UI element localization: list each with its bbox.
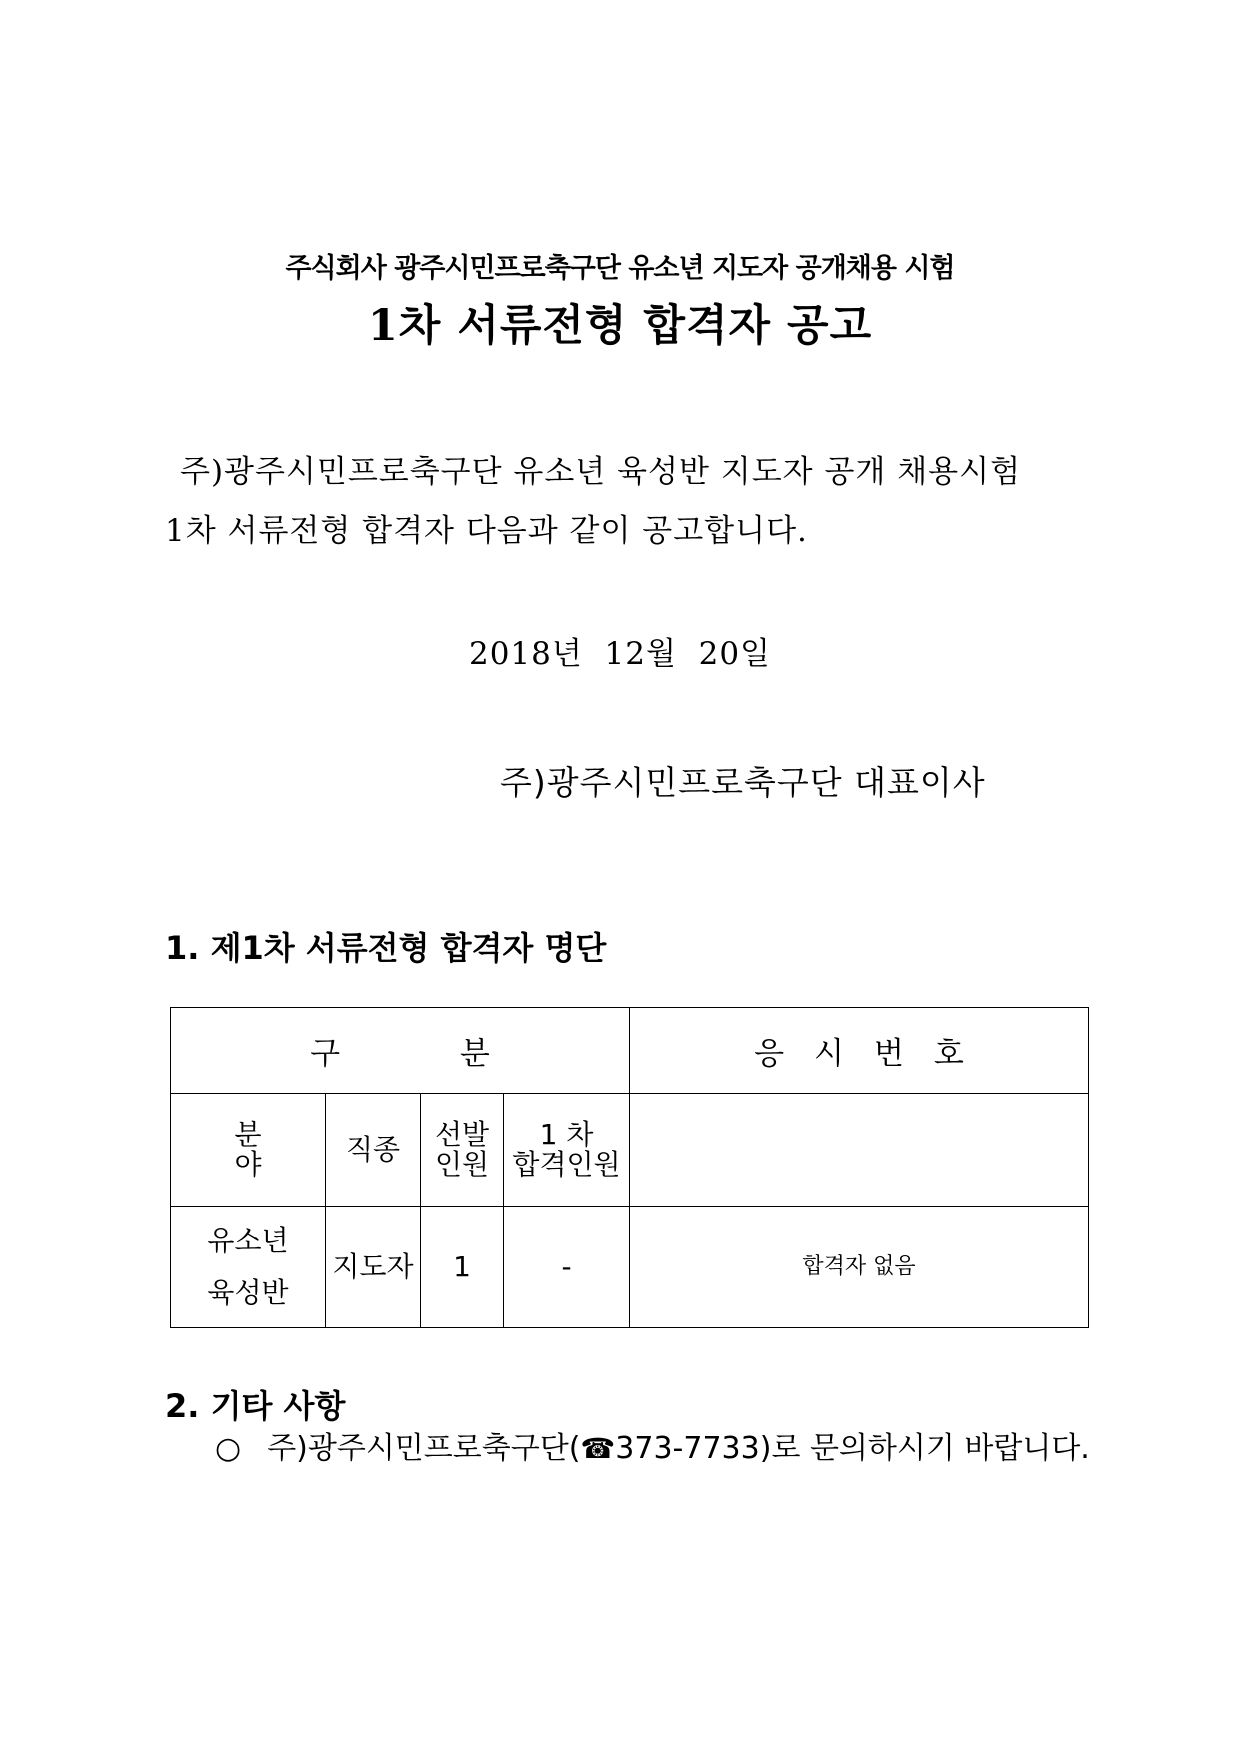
table-row: [171, 1207, 1089, 1328]
intro-line-1: 주)광주시민프로축구단 유소년 육성반 지도자 공개 채용시험: [180, 454, 1022, 490]
notice-title: 1차 서류전형 합격자 공고: [367, 301, 873, 351]
table-header-row: [171, 1008, 1089, 1094]
table-subheader-row: [171, 1094, 1089, 1207]
passer-table: [170, 1007, 1089, 1328]
notice-date: 2018년 12월 20일: [468, 636, 772, 672]
subheader-passed: [504, 1094, 630, 1207]
section-2-heading: 2. 기타 사항: [165, 1387, 346, 1425]
section-1-heading: 1. 제1차 서류전형 합격자 명단: [165, 929, 607, 967]
subheader-job: 직종: [326, 1094, 421, 1207]
subheader-field: 분 야: [171, 1094, 326, 1207]
subheader-selected: [421, 1094, 504, 1207]
header-exam-number: 응시번호: [630, 1008, 1089, 1094]
header-category: 구 분: [171, 1008, 630, 1094]
subheader-exam-number-empty: [630, 1094, 1089, 1207]
row-field-line1: 유소년: [207, 1224, 289, 1257]
phone-icon: ☎: [580, 1432, 616, 1465]
note-prefix: 주)광주시민프로축구단(: [267, 1431, 581, 1466]
subheader-selected-line1: 선발: [434, 1118, 490, 1151]
notice-subtitle: 주식회사 광주시민프로축구단 유소년 지도자 공개채용 시험: [285, 253, 955, 284]
subheader-passed-line1: 1 차: [539, 1118, 594, 1151]
row-job: 지도자: [326, 1207, 421, 1328]
intro-line-2: 1차 서류전형 합격자 다음과 같이 공고합니다.: [165, 513, 808, 549]
row-selected: 1: [421, 1207, 504, 1328]
row-passed: -: [504, 1207, 630, 1328]
subheader-passed-line2: 합격인원: [512, 1148, 621, 1181]
note-phone: 373-7733: [615, 1431, 760, 1466]
row-field: [171, 1207, 326, 1328]
row-field-line2: 육성반: [207, 1276, 289, 1309]
circle-bullet-icon: ○: [215, 1431, 242, 1466]
note-suffix: )로 문의하시기 바랍니다.: [759, 1431, 1090, 1466]
row-exam-number: 합격자 없음: [630, 1207, 1089, 1328]
signer: 주)광주시민프로축구단 대표이사: [500, 763, 986, 802]
subheader-selected-line2: 인원: [434, 1148, 490, 1181]
contact-note: [215, 1423, 1090, 1467]
